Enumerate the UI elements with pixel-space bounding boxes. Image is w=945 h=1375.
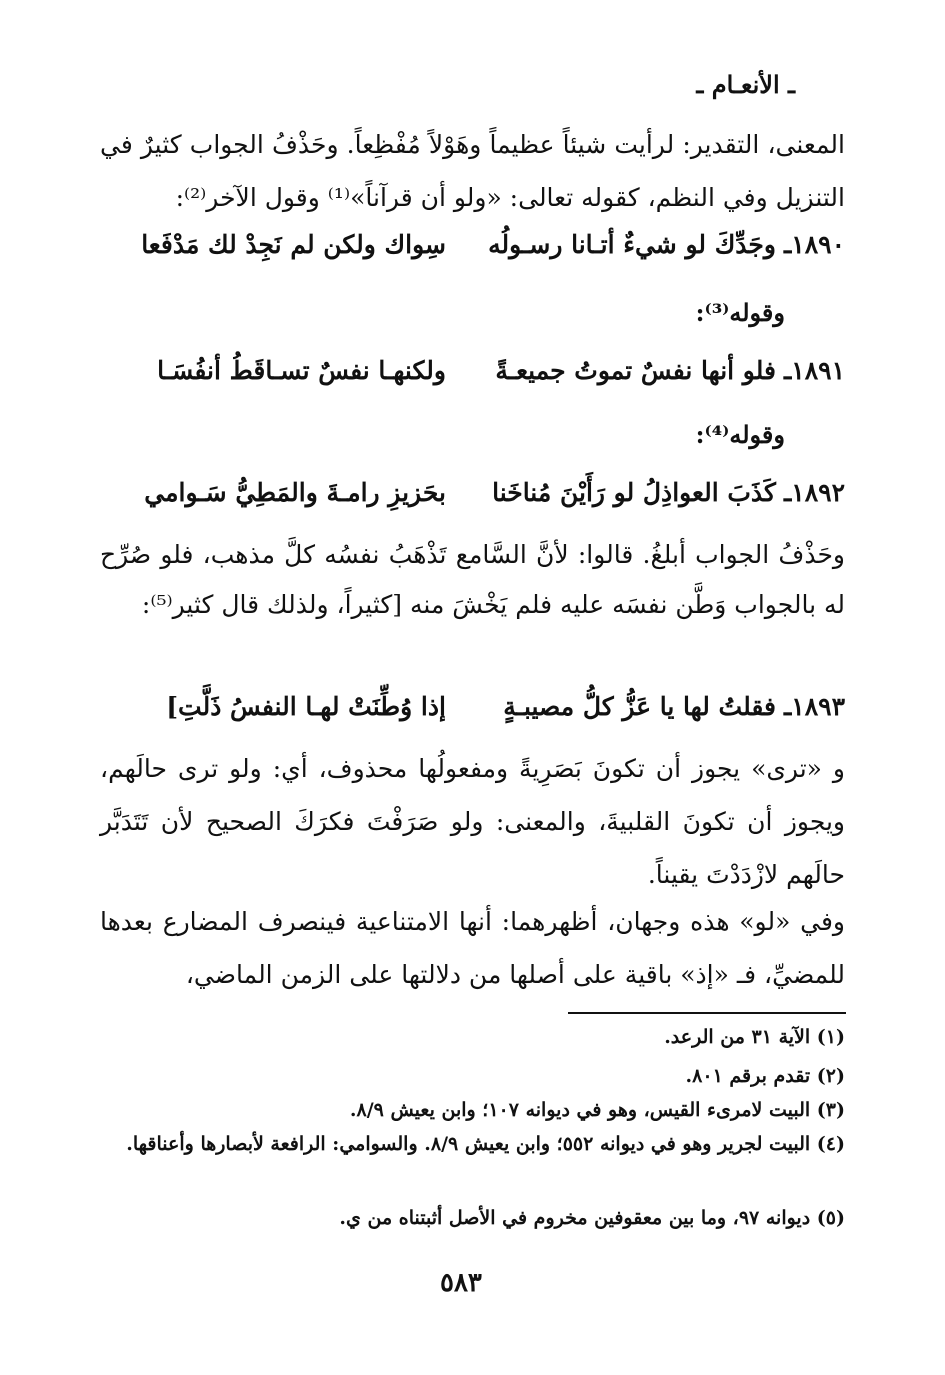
verse-1892 — [95, 478, 845, 507]
verse-number: ١٨٩١ـ — [783, 356, 845, 385]
page-number: ٥٨٣ — [440, 1268, 482, 1298]
verse-intro-4: وقوله⁽⁴⁾: — [695, 420, 785, 449]
paragraph-2: وحَذْفُ الجواب أبلغُ. قالوا: لأنَّ السَّامع تَذْهَبُ نفسُه كلَّ مذهب، فلو صُرِّح له بالجواب وَطَّن نفسَه عليه فلم يَخْشَ منه [كثيراً، ولذلك قال كثير⁽⁵⁾: — [100, 540, 845, 619]
verse-hemistich-2: ولكنهـا نفسٌ تسـاقَطُ أنفُسَـا — [157, 356, 446, 385]
paragraph-3: و «ترى» يجوز أن تكونَ بَصَرِيةً ومفعولُها محذوف، أي: ولو ترى حالَهم، ويجوز أن تكونَ القلبيةَ، والمعنى: ولو صَرَفْتَ فكرَكَ الصحيح لأن تَتَدَبَّر حالَهم لازْدَدْتَ يقيناً. — [100, 754, 845, 889]
verse-1890 — [95, 230, 845, 259]
footnote-5: (٥) ديوانه ٩٧، وما بين معقوفين مخروم في الأصل أثبتناه من ي. — [339, 1207, 845, 1229]
verse-hemistich-1: كَذَبَ العواذِلُ لو رَأَيْنَ مُناخَنا — [492, 478, 776, 507]
running-header: ـ الأنعـام ـ — [696, 70, 795, 99]
verse-hemistich-1: فقلتُ لها يا عَزُّ كلُّ مصيبـةٍ — [503, 692, 776, 721]
verse-intro-3: وقوله⁽³⁾: — [695, 298, 785, 327]
verse-hemistich-1: وجَدِّكَ لو شيءٌ أتـانا رسـولُه — [488, 230, 776, 259]
footnote-2: (٢) تقدم برقم ٨٠١. — [685, 1065, 845, 1087]
verse-1893 — [95, 692, 845, 721]
verse-hemistich-1: فلو أنها نفسٌ تموتُ جميعـةً — [495, 356, 776, 385]
footnote-4: (٤) البيت لجرير وهو في ديوانه ٥٥٢؛ وابن يعيش ٨/٩. والسوامي: الرافعة لأبصارها وأعناقها. — [126, 1133, 845, 1155]
footnote-separator — [568, 1012, 846, 1014]
paragraph-4: وفي «لو» هذه وجهان، أظهرهما: أنها الامتناعية فينصرف المضارع بعدها للمضيِّ، فـ «إذ» باقية على أصلها من دلالتها على الزمن الماضي، — [100, 907, 845, 989]
verse-hemistich-2: إذا وُطِّنَتْ لهـا النفسُ ذَلَّتِ] — [166, 692, 446, 721]
verse-number: ١٨٩٣ـ — [783, 692, 845, 721]
verse-hemistich-2: بحَزيزِ رامـةَ والمَطِيُّ سَـوامي — [144, 478, 446, 507]
verse-1891 — [95, 356, 845, 385]
verse-number: ١٨٩٢ـ — [783, 478, 845, 507]
footnote-1: (١) الآية ٣١ من الرعد. — [664, 1026, 845, 1048]
footnote-3: (٣) البيت لامرىء القيس، وهو في ديوانه ١٠٧؛ وابن يعيش ٨/٩. — [349, 1099, 845, 1121]
paragraph-1: المعنى، التقدير: لرأيت شيئاً عظيماً وهَوْلاً مُفْظِعاً. وحَذْفُ الجواب كثيرٌ في التنزيل وفي النظم، كقوله تعالى: «ولو أن قرآناً»⁽¹⁾ وقول الآخر⁽²⁾: — [100, 130, 845, 212]
verse-number: ١٨٩٠ـ — [783, 230, 845, 259]
verse-hemistich-2: سِواك ولكن لم نَجِدْ لك مَدْفَعا — [141, 230, 446, 259]
